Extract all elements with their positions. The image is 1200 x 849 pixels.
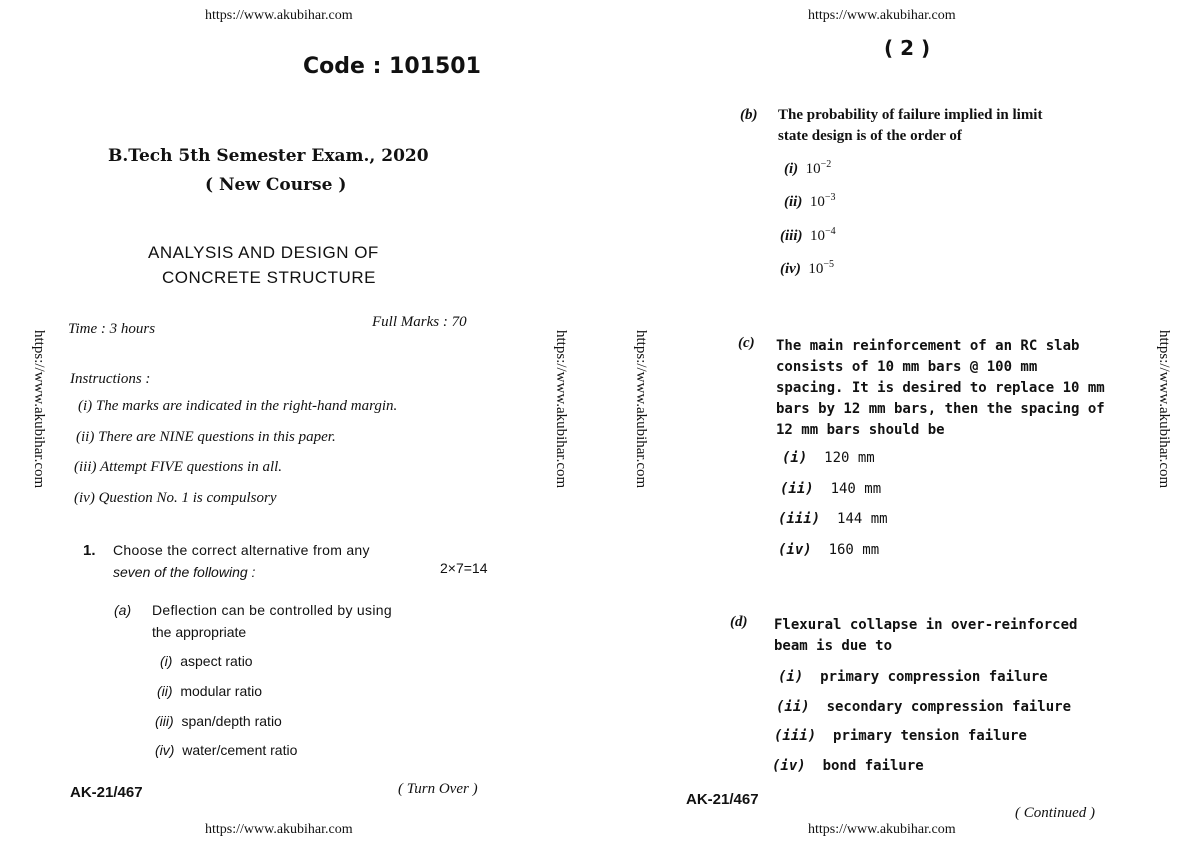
watermark-bottom-left: https://www.akubihar.com — [205, 822, 353, 837]
option-item: (i) $10^{-2}$ — [784, 159, 832, 177]
footer-code-page2: AK-21/467 — [686, 791, 759, 808]
question-a-line2: the appropriate — [152, 624, 247, 640]
footer-continued: ( Continued ) — [1015, 805, 1095, 821]
option-item: (iii) primary tension failure — [774, 728, 1027, 744]
question-a-line1: Deflection can be controlled by using — [152, 602, 392, 618]
question-1-text-line2: seven of the following : — [113, 564, 256, 580]
subject-line-2: CONCRETE STRUCTURE — [162, 268, 376, 287]
option-item: (i) 120 mm — [782, 450, 875, 466]
paper-code: Code : 101501 — [303, 54, 481, 79]
question-1-text-line1: Choose the correct alternative from any — [113, 542, 370, 558]
question-d-label: (d) — [730, 614, 748, 630]
subject-line-1: ANALYSIS AND DESIGN OF — [148, 243, 379, 262]
exam-title: B.Tech 5th Semester Exam., 2020 — [108, 146, 429, 166]
option-item: (i) primary compression failure — [778, 669, 1048, 685]
watermark-bottom-right: https://www.akubihar.com — [808, 822, 956, 837]
question-d-line1: Flexural collapse in over-reinforced — [774, 617, 1078, 633]
footer-code-page1: AK-21/467 — [70, 784, 143, 801]
watermark-top-left: https://www.akubihar.com — [205, 8, 353, 23]
option-item: (ii) 140 mm — [780, 481, 882, 497]
option-item: (iii) $10^{-4}$ — [780, 226, 836, 244]
exam-time: Time : 3 hours — [68, 321, 156, 337]
question-c-line: bars by 12 mm bars, then the spacing of — [776, 401, 1105, 417]
question-a-label: (a) — [114, 602, 132, 618]
option-item: (iv) bond failure — [772, 758, 924, 774]
option-item: (i) aspect ratio — [160, 653, 253, 669]
question-b-label: (b) — [740, 107, 758, 123]
instructions-title: Instructions : — [70, 371, 151, 387]
watermark-side-3: https://www.akubihar.com — [633, 330, 649, 489]
question-b-line2: state design is of the order of — [778, 128, 962, 144]
option-item: (iv) $10^{-5}$ — [780, 259, 834, 277]
question-c-line: spacing. It is desired to replace 10 mm — [776, 380, 1105, 396]
instruction-item: (ii) There are NINE questions in this paper. — [76, 429, 336, 445]
question-c-line: consists of 10 mm bars @ 100 mm — [776, 359, 1038, 375]
watermark-side-1: https://www.akubihar.com — [31, 330, 47, 489]
watermark-side-4: https://www.akubihar.com — [1156, 330, 1172, 489]
watermark-side-2: https://www.akubihar.com — [553, 330, 569, 489]
full-marks: Full Marks : 70 — [372, 314, 467, 330]
footer-turn-over: ( Turn Over ) — [398, 781, 478, 797]
option-item: (iii) span/depth ratio — [155, 713, 282, 729]
question-b-line1: The probability of failure implied in limit — [778, 107, 1043, 123]
question-c-label: (c) — [738, 335, 755, 351]
question-c-line: 12 mm bars should be — [776, 422, 945, 438]
page-number: ( 2 ) — [884, 36, 931, 60]
watermark-top-right: https://www.akubihar.com — [808, 8, 956, 23]
course-type: ( New Course ) — [205, 175, 347, 195]
option-item: (iv) 160 mm — [778, 542, 880, 558]
option-item: (ii) secondary compression failure — [776, 699, 1072, 715]
question-d-line2: beam is due to — [774, 638, 893, 654]
option-item: (iii) 144 mm — [778, 511, 888, 527]
instruction-item: (iv) Question No. 1 is compulsory — [74, 490, 277, 506]
option-item: (ii) $10^{-3}$ — [784, 192, 836, 210]
instruction-item: (i) The marks are indicated in the right-hand margin. — [78, 398, 398, 414]
instruction-item: (iii) Attempt FIVE questions in all. — [74, 459, 283, 475]
option-item: (iv) water/cement ratio — [155, 742, 298, 758]
question-1-number: 1. — [83, 542, 96, 559]
question-c-line: The main reinforcement of an RC slab — [776, 338, 1080, 354]
option-item: (ii) modular ratio — [157, 683, 263, 699]
question-1-marks: 2×7=14 — [440, 560, 488, 576]
